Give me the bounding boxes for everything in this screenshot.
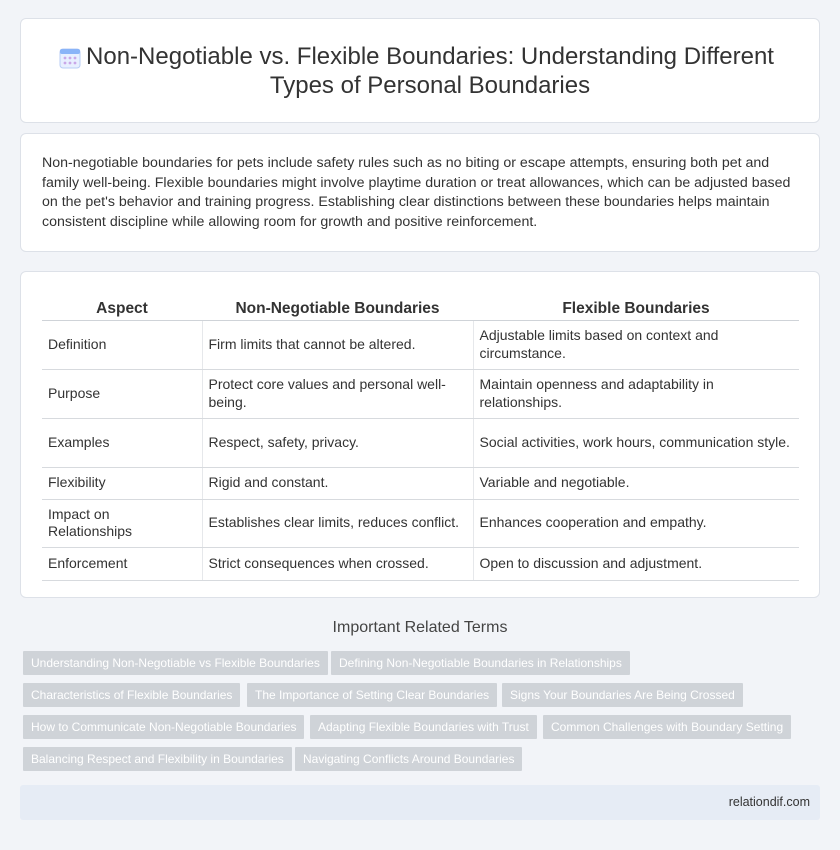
related-tag[interactable]: Common Challenges with Boundary Setting xyxy=(543,715,791,739)
table-cell: Variable and negotiable. xyxy=(473,467,799,499)
intro-paragraph: Non-negotiable boundaries for pets include safety rules such as no biting or escape attempts, ensuring both pet and family well-being. Flexible boundaries might involve playtime duration or treat allowances, which can be adjusted based on the pet's behavior and training progress. Establishing clear distinctions between these boundaries helps maintain consistent discipline while allowing room for growth and positive reinforcement. xyxy=(42,155,791,230)
title-card xyxy=(20,18,820,123)
footer-site-link[interactable]: relationdif.com xyxy=(728,795,810,809)
table-cell: Establishes clear limits, reduces conflict. xyxy=(202,499,473,547)
header-non-negotiable: Non-Negotiable Boundaries xyxy=(202,292,473,320)
related-tag[interactable]: Balancing Respect and Flexibility in Boundaries xyxy=(23,747,292,771)
related-tag[interactable]: Characteristics of Flexible Boundaries xyxy=(23,683,240,707)
intro-card xyxy=(20,133,820,252)
related-tag[interactable]: Signs Your Boundaries Are Being Crossed xyxy=(502,683,743,707)
table-row xyxy=(42,369,799,418)
table-row xyxy=(42,467,799,499)
table-cell: Firm limits that cannot be altered. xyxy=(202,320,473,369)
header-flexible: Flexible Boundaries xyxy=(473,292,799,320)
table-row xyxy=(42,547,799,580)
related-tag[interactable]: Defining Non-Negotiable Boundaries in Relationships xyxy=(331,651,630,675)
table-cell: Examples xyxy=(42,418,202,467)
table-cell: Impact on Relationships xyxy=(42,499,202,547)
table-row xyxy=(42,320,799,369)
table-cell: Definition xyxy=(42,320,202,369)
related-terms-heading: Important Related Terms xyxy=(332,619,508,636)
table-cell: Rigid and constant. xyxy=(202,467,473,499)
table-cell: Respect, safety, privacy. xyxy=(202,418,473,467)
table-cell: Enforcement xyxy=(42,547,202,580)
table-cell: Open to discussion and adjustment. xyxy=(473,547,799,580)
table-cell: Maintain openness and adaptability in relationships. xyxy=(473,369,799,418)
table-header-row xyxy=(42,292,799,320)
header-aspect: Aspect xyxy=(42,292,202,320)
comparison-table xyxy=(42,292,799,581)
table-cell: Social activities, work hours, communication style. xyxy=(473,418,799,467)
table-cell: Enhances cooperation and empathy. xyxy=(473,499,799,547)
related-tag[interactable]: Adapting Flexible Boundaries with Trust xyxy=(310,715,537,739)
page-title: Non-Negotiable vs. Flexible Boundaries: Understanding Different Types of Personal Boundaries xyxy=(86,42,774,99)
table-row xyxy=(42,499,799,547)
related-tag[interactable]: How to Communicate Non-Negotiable Boundaries xyxy=(23,715,304,739)
related-tag[interactable]: Understanding Non-Negotiable vs Flexible Boundaries xyxy=(23,651,328,675)
comparison-table-card xyxy=(20,271,820,598)
table-cell: Purpose xyxy=(42,369,202,418)
related-tag[interactable]: Navigating Conflicts Around Boundaries xyxy=(295,747,522,771)
table-cell: Adjustable limits based on context and circumstance. xyxy=(473,320,799,369)
table-cell: Flexibility xyxy=(42,467,202,499)
table-row xyxy=(42,418,799,467)
table-cell: Strict consequences when crossed. xyxy=(202,547,473,580)
footer-bar xyxy=(20,785,820,820)
related-tag[interactable]: The Importance of Setting Clear Boundaries xyxy=(247,683,497,707)
table-cell: Protect core values and personal well-being. xyxy=(202,369,473,418)
